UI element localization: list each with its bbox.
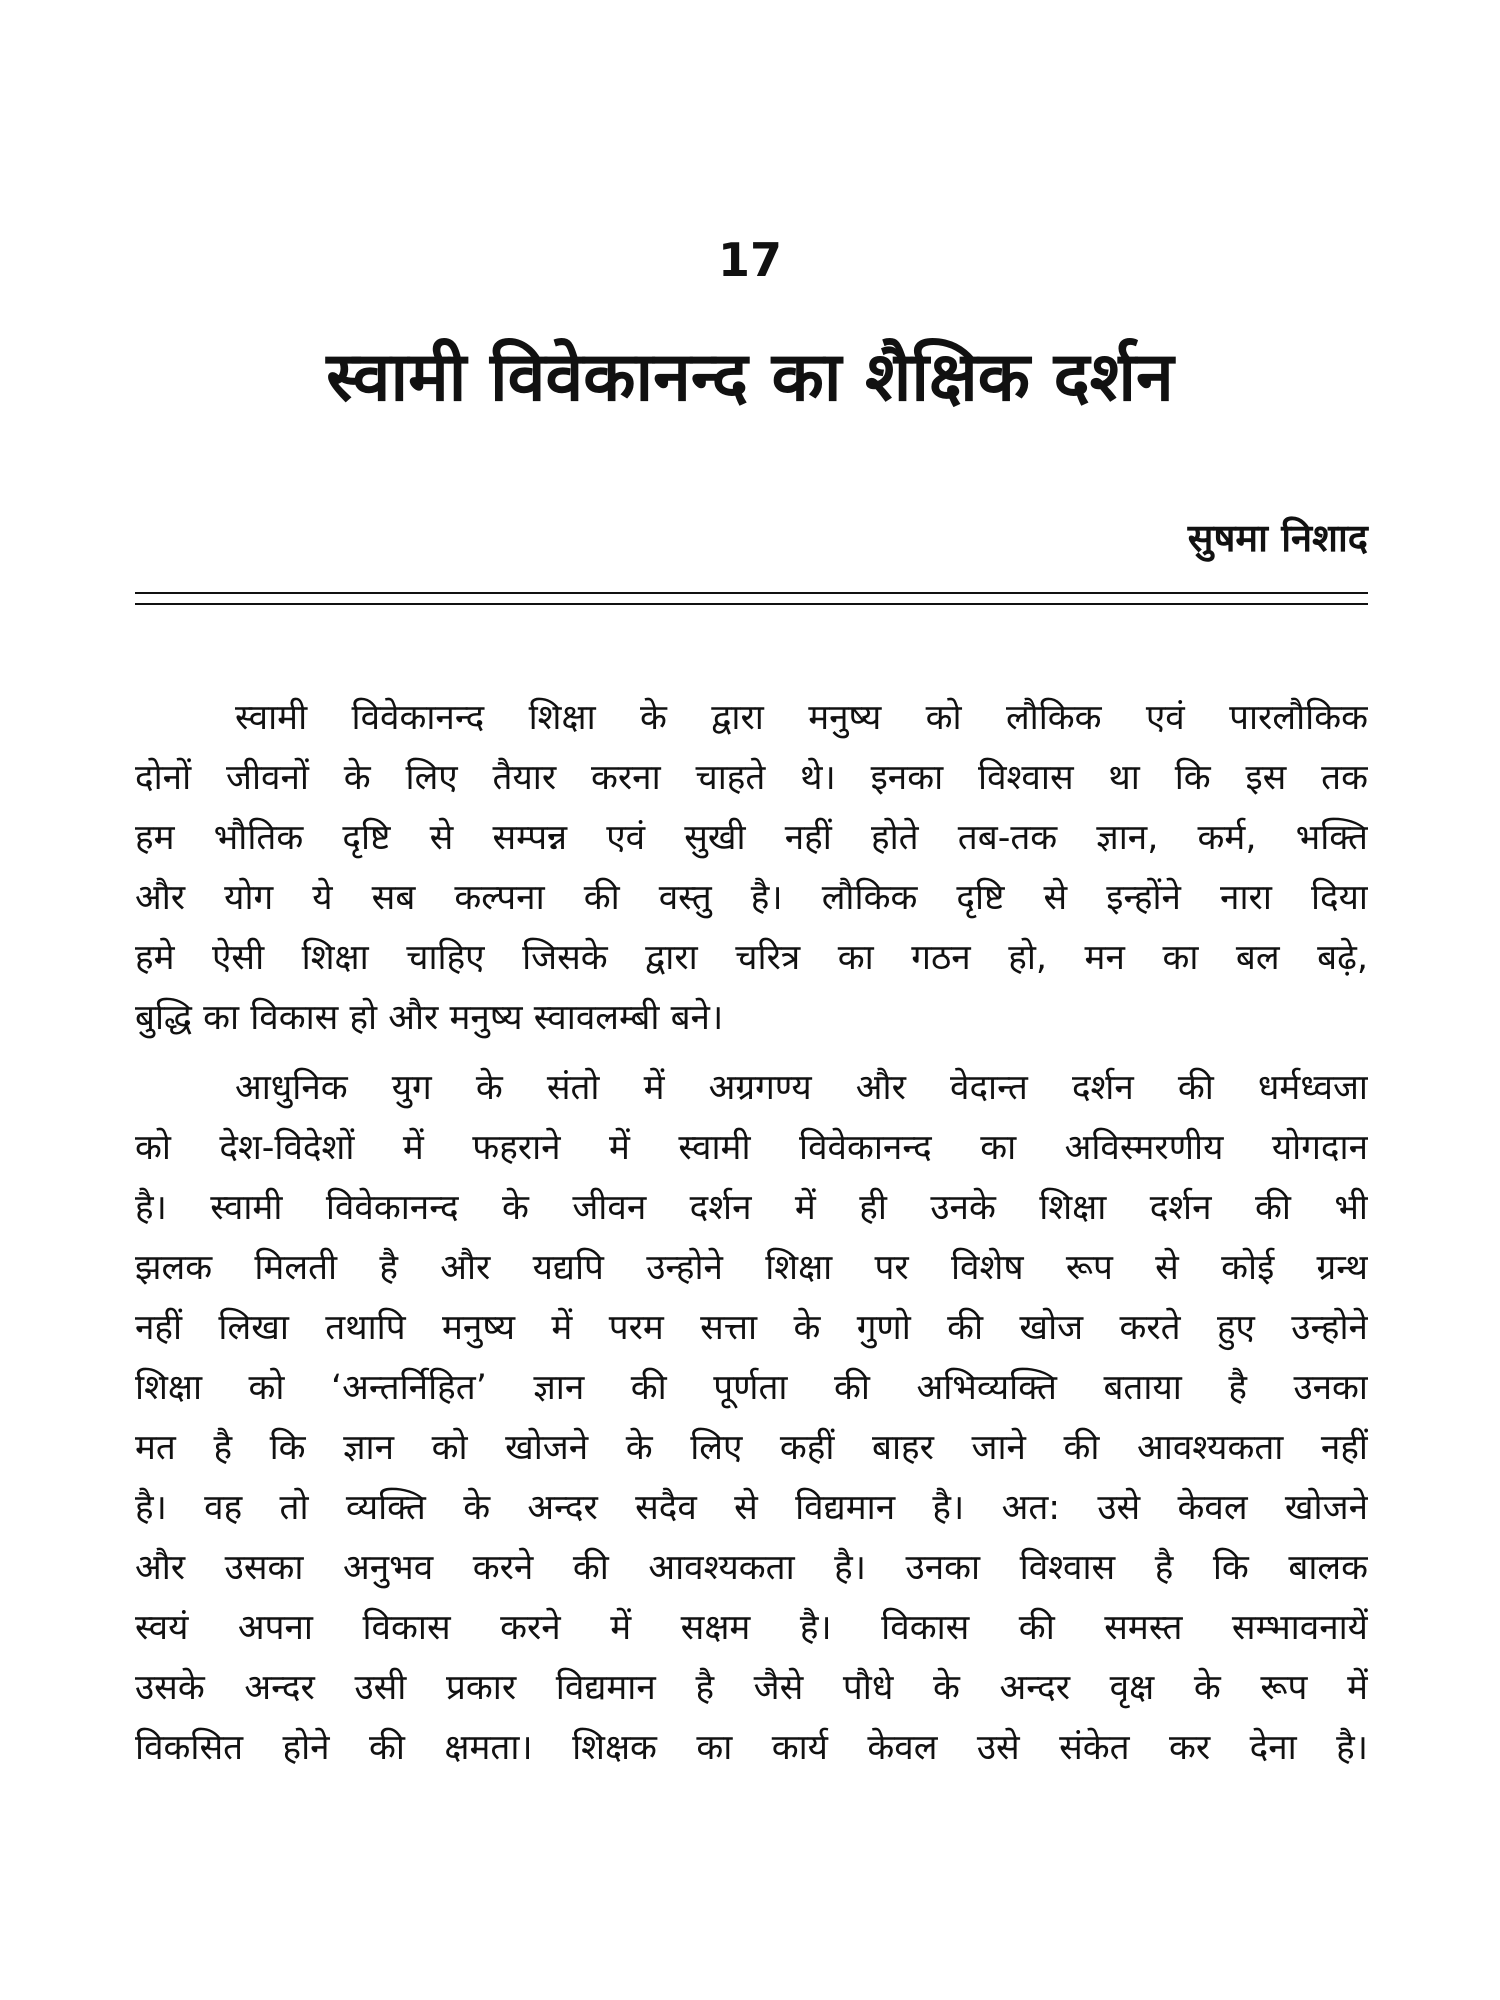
text-line: शिक्षा को ‘अन्तर्निहित’ ज्ञान की पूर्णता की अभिव्यक्ति बताया है उनका: [135, 1368, 1368, 1408]
text-line: को देश-विदेशों में फहराने में स्वामी विवेकानन्द का अविस्मरणीय योगदान: [135, 1128, 1368, 1168]
text-line: बुद्धि का विकास हो और मनुष्य स्वावलम्बी बने।: [135, 998, 724, 1038]
text-line: नहीं लिखा तथापि मनुष्य में परम सत्ता के गुणो की खोज करते हुए उन्होने: [135, 1308, 1368, 1348]
text-line: विकसित होने की क्षमता। शिक्षक का कार्य केवल उसे संकेत कर देना है।: [135, 1728, 1368, 1768]
text-line: है। स्वामी विवेकानन्द के जीवन दर्शन में ही उनके शिक्षा दर्शन की भी: [135, 1188, 1368, 1228]
text-line: स्वामी विवेकानन्द शिक्षा के द्वारा मनुष्य को लौकिक एवं पारलौकिक: [235, 698, 1368, 738]
text-line: मत है कि ज्ञान को खोजने के लिए कहीं बाहर जाने की आवश्यकता नहीं: [135, 1428, 1368, 1468]
header-rule-bottom: [135, 603, 1368, 605]
text-line: और योग ये सब कल्पना की वस्तु है। लौकिक दृष्टि से इन्होंने नारा दिया: [135, 878, 1368, 918]
author-name: सुषमा निशाद: [1187, 516, 1368, 560]
paragraph-2: [135, 1058, 1368, 1778]
text-line: आधुनिक युग के संतो में अग्रगण्य और वेदान्त दर्शन की धर्मध्वजा: [235, 1068, 1368, 1108]
text-line: झलक मिलती है और यद्यपि उन्होने शिक्षा पर विशेष रूप से कोई ग्रन्थ: [135, 1248, 1368, 1288]
header-rule-top: [135, 592, 1368, 594]
text-line: हम भौतिक दृष्टि से सम्पन्न एवं सुखी नहीं होते तब-तक ज्ञान, कर्म, भक्ति: [135, 818, 1368, 858]
paragraph-1: [135, 688, 1368, 1048]
text-line: है। वह तो व्यक्ति के अन्दर सदैव से विद्यमान है। अत: उसे केवल खोजने: [135, 1488, 1368, 1528]
text-line: दोनों जीवनों के लिए तैयार करना चाहते थे। इनका विश्वास था कि इस तक: [135, 758, 1368, 798]
text-line: हमे ऐसी शिक्षा चाहिए जिसके द्वारा चरित्र का गठन हो, मन का बल बढ़े,: [135, 938, 1368, 978]
text-line: स्वयं अपना विकास करने में सक्षम है। विकास की समस्त सम्भावनायें: [135, 1608, 1368, 1648]
chapter-number: 17: [717, 233, 782, 287]
text-line: उसके अन्दर उसी प्रकार विद्यमान है जैसे पौधे के अन्दर वृक्ष के रूप में: [135, 1668, 1368, 1708]
text-line: और उसका अनुभव करने की आवश्यकता है। उनका विश्वास है कि बालक: [135, 1548, 1368, 1588]
chapter-title: स्वामी विवेकानन्द का शैक्षिक दर्शन: [326, 338, 1174, 417]
paragraph-gap: [135, 1048, 1368, 1058]
body-text: [135, 688, 1368, 1778]
